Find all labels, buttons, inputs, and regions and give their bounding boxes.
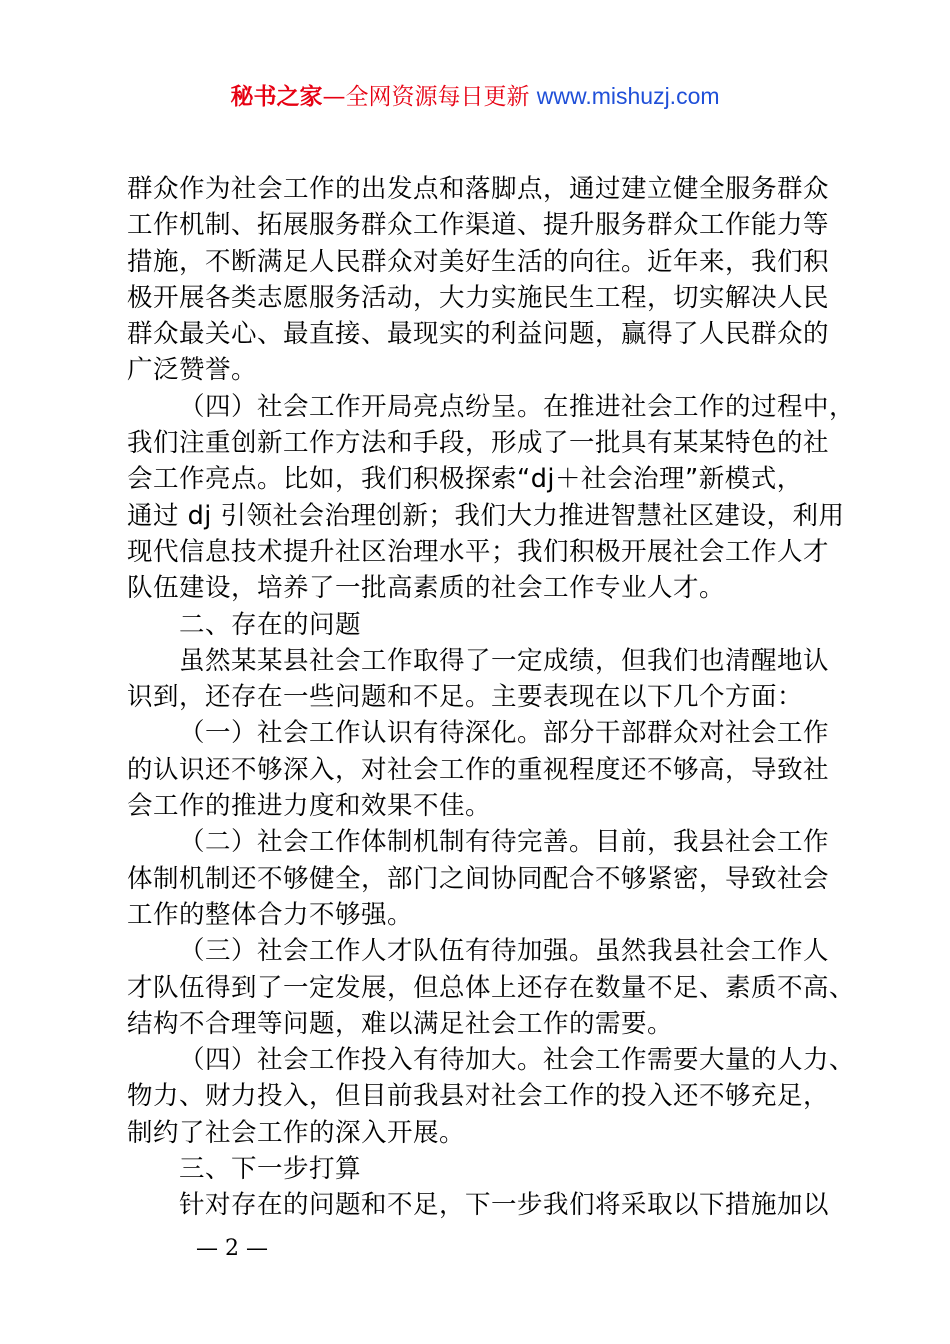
site-url-link[interactable]: www.mishuzj.com	[536, 83, 720, 109]
text-line: 队伍建设，培养了一批高素质的社会工作专业人才。	[127, 573, 726, 604]
text-line: 广泛赞誉。	[127, 355, 258, 386]
text-line: 我们注重创新工作方法和手段，形成了一批具有某某特色的社	[127, 428, 830, 459]
text-line: 体制机制还不够健全，部门之间协同配合不够紧密，导致社会	[127, 863, 830, 894]
text-line: 现代信息技术提升社区治理水平；我们积极开展社会工作人才	[127, 536, 830, 567]
text-line: 三、下一步打算	[179, 1154, 362, 1185]
text-line: 极开展各类志愿服务活动，大力实施民生工程，切实解决人民	[127, 282, 830, 313]
page-number: — 2 —	[196, 1236, 268, 1261]
text-line: （一）社会工作认识有待深化。部分干部群众对社会工作	[179, 718, 830, 749]
text-line: 识到，还存在一些问题和不足。主要表现在以下几个方面：	[127, 682, 804, 713]
text-line: 工作的整体合力不够强。	[127, 899, 414, 930]
document-body	[127, 171, 856, 1224]
text-line: 会工作的推进力度和效果不佳。	[127, 791, 492, 822]
text-line: 才队伍得到了一定发展，但总体上还存在数量不足、素质不高、	[127, 972, 856, 1003]
text-line: 群众最关心、最直接、最现实的利益问题，赢得了人民群众的	[127, 319, 830, 350]
text-line: 的认识还不够深入，对社会工作的重视程度还不够高，导致社	[127, 754, 830, 785]
text-line: 会工作亮点。比如，我们积极探索“dj＋社会治理”新模式，	[127, 464, 803, 495]
site-header	[0, 80, 950, 113]
text-line: （二）社会工作体制机制有待完善。目前，我县社会工作	[179, 827, 830, 858]
text-line: 工作机制、拓展服务群众工作渠道、提升服务群众工作能力等	[127, 210, 830, 241]
text-line: 措施，不断满足人民群众对美好生活的向往。近年来，我们积	[127, 246, 830, 277]
text-line: （四）社会工作开局亮点纷呈。在推进社会工作的过程中，	[179, 391, 856, 422]
text-line: （三）社会工作人才队伍有待加强。虽然我县社会工作人	[179, 936, 830, 967]
text-line: 通过 dj 引领社会治理创新；我们大力推进智慧社区建设，利用	[127, 500, 845, 531]
text-line: 制约了社会工作的深入开展。	[127, 1117, 466, 1148]
text-line: 二、存在的问题	[179, 609, 362, 640]
text-line: （四）社会工作投入有待加大。社会工作需要大量的人力、	[179, 1045, 856, 1076]
text-line: 物力、财力投入，但目前我县对社会工作的投入还不够充足，	[127, 1081, 830, 1112]
text-line: 针对存在的问题和不足，下一步我们将采取以下措施加以	[179, 1190, 830, 1221]
site-brand: 秘书之家	[230, 84, 323, 110]
text-line: 结构不合理等问题，难以满足社会工作的需要。	[127, 1008, 674, 1039]
site-tagline: —全网资源每日更新	[322, 84, 530, 110]
text-line: 虽然某某县社会工作取得了一定成绩，但我们也清醒地认	[179, 645, 830, 676]
text-line: 群众作为社会工作的出发点和落脚点，通过建立健全服务群众	[127, 174, 830, 204]
